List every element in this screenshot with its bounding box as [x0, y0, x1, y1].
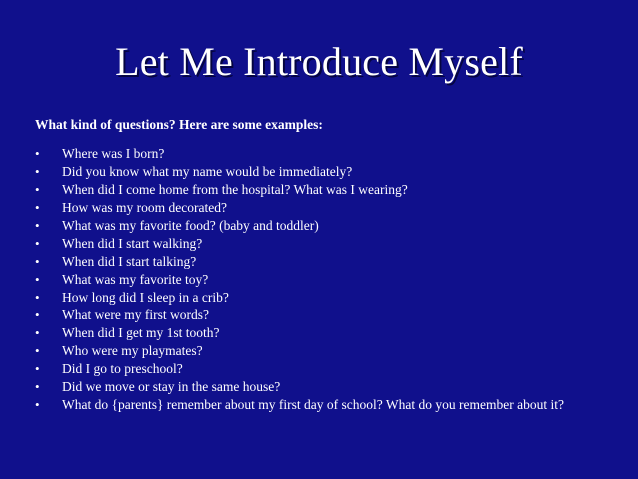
bullet-icon: •	[35, 271, 40, 287]
list-item-text: When did I start walking?	[62, 235, 203, 251]
slide-title: Let Me Introduce Myself	[115, 39, 523, 84]
list-item-text: Where was I born?	[62, 146, 165, 161]
bullet-icon: •	[35, 235, 40, 251]
list-item-text: When did I get my 1st tooth?	[62, 325, 220, 341]
list-item	[35, 343, 605, 360]
list-item-text: How long did I sleep in a crib?	[62, 289, 229, 305]
list-item	[35, 361, 605, 378]
list-item	[35, 272, 605, 289]
list-item	[35, 379, 605, 396]
bullet-icon: •	[35, 289, 40, 305]
slide-subtitle: What kind of questions? Here are some examples:	[35, 117, 323, 132]
list-item	[35, 200, 605, 217]
list-item	[35, 182, 605, 199]
bullet-icon: •	[35, 361, 40, 377]
bullet-icon: •	[35, 146, 40, 161]
list-item	[35, 218, 605, 235]
bullet-icon: •	[35, 253, 40, 269]
list-item-text: How was my room decorated?	[62, 199, 227, 215]
list-item	[35, 164, 605, 181]
bullet-icon: •	[35, 397, 40, 413]
list-item-text: What do {parents} remember about my first day of school? What do you remember about it?	[62, 397, 564, 413]
bullet-icon: •	[35, 343, 40, 359]
list-item	[35, 307, 605, 324]
list-item	[35, 236, 605, 253]
list-item-text: Did we move or stay in the same house?	[62, 379, 281, 395]
bullet-icon: •	[35, 199, 40, 215]
list-item	[35, 325, 605, 342]
bullet-icon: •	[35, 181, 40, 197]
list-item-text: When did I come home from the hospital? What was I wearing?	[62, 181, 408, 197]
list-item-text: Who were my playmates?	[62, 343, 203, 359]
list-item-text: What was my favorite toy?	[62, 271, 209, 287]
bullet-icon: •	[35, 307, 40, 323]
list-item	[35, 397, 605, 414]
list-item-text: What was my favorite food? (baby and toddler)	[62, 217, 319, 233]
list-item-text: When did I start talking?	[62, 253, 197, 269]
list-item-text: What were my first words?	[62, 307, 209, 323]
list-item	[35, 254, 605, 271]
list-item	[35, 290, 605, 307]
list-item-text: Did you know what my name would be immediately?	[62, 163, 353, 179]
bullet-icon: •	[35, 163, 40, 179]
bullet-icon: •	[35, 379, 40, 395]
bullet-icon: •	[35, 217, 40, 233]
list-item	[35, 146, 605, 163]
question-list	[35, 146, 605, 415]
list-item-text: Did I go to preschool?	[62, 361, 183, 377]
bullet-icon: •	[35, 325, 40, 341]
